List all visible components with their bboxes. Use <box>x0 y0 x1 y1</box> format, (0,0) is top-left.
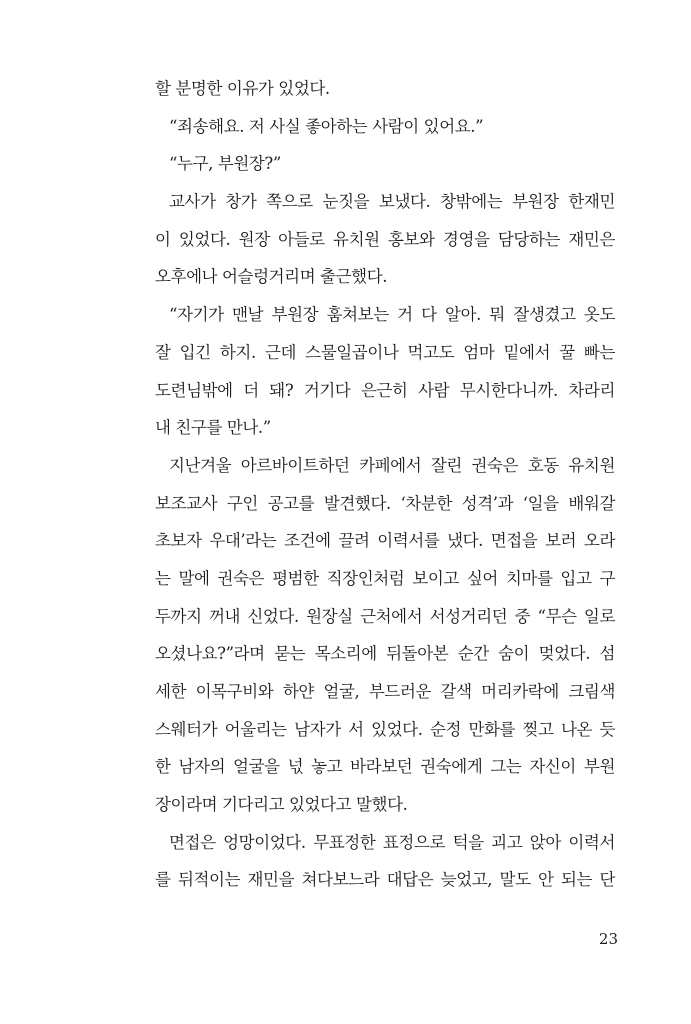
text-line: 오후에나 어슬렁거리며 출근했다. <box>155 267 388 287</box>
text-line: 교사가 창가 쪽으로 눈짓을 보냈다. 창밖에는 부원장 한재민 <box>169 192 615 212</box>
text-line: 한 남자의 얼굴을 넋 놓고 바라보던 권숙에게 그는 자신이 부원 <box>155 757 615 777</box>
text-line: 면접은 엉망이었다. 무표정한 표정으로 턱을 괴고 앉아 이력서 <box>169 832 615 852</box>
text-line: “자기가 맨날 부원장 훔쳐보는 거 다 알아. 뭐 잘생겼고 옷도 <box>169 305 615 325</box>
text-line: 내 친구를 만나.” <box>155 418 271 438</box>
text-line: 는 말에 권숙은 평범한 직장인처럼 보이고 싶어 치마를 입고 구 <box>155 568 615 588</box>
page-number: 23 <box>598 930 618 948</box>
body-text <box>155 70 615 899</box>
text-line: 지난겨울 아르바이트하던 카페에서 잘린 권숙은 호동 유치원 <box>169 455 615 475</box>
text-line: 초보자 우대’라는 조건에 끌려 이력서를 냈다. 면접을 보러 오라 <box>155 531 615 551</box>
text-line: 이 있었다. 원장 아들로 유치원 홍보와 경영을 담당하는 재민은 <box>155 229 615 249</box>
text-line: 장이라며 기다리고 있었다고 말했다. <box>155 795 408 815</box>
text-line: 할 분명한 이유가 있었다. <box>155 79 330 98</box>
text-line: 스웨터가 어울리는 남자가 서 있었다. 순정 만화를 찢고 나온 듯 <box>155 719 615 739</box>
text-line: 를 뒤적이는 재민을 쳐다보느라 대답은 늦었고, 말도 안 되는 단 <box>155 870 615 890</box>
text-line: “누구, 부원장?” <box>169 154 281 174</box>
text-line: 도련님밖에 더 돼? 거기다 은근히 사람 무시한다니까. 차라리 <box>155 380 615 400</box>
text-line: 보조교사 구인 공고를 발견했다. ‘차분한 성격’과 ‘일을 배워갈 <box>155 493 615 513</box>
text-line: 세한 이목구비와 하얀 얼굴, 부드러운 갈색 머리카락에 크림색 <box>155 682 615 701</box>
text-line: 두까지 꺼내 신었다. 원장실 근처에서 서성거리던 중 “무슨 일로 <box>155 606 615 626</box>
text-line: 오셨나요?”라며 묻는 목소리에 뒤돌아본 순간 숨이 멎었다. 섬 <box>155 644 615 664</box>
text-line: “죄송해요. 저 사실 좋아하는 사람이 있어요.” <box>169 116 484 136</box>
text-line: 잘 입긴 하지. 근데 스물일곱이나 먹고도 엄마 밑에서 꿀 빠는 <box>155 342 615 362</box>
